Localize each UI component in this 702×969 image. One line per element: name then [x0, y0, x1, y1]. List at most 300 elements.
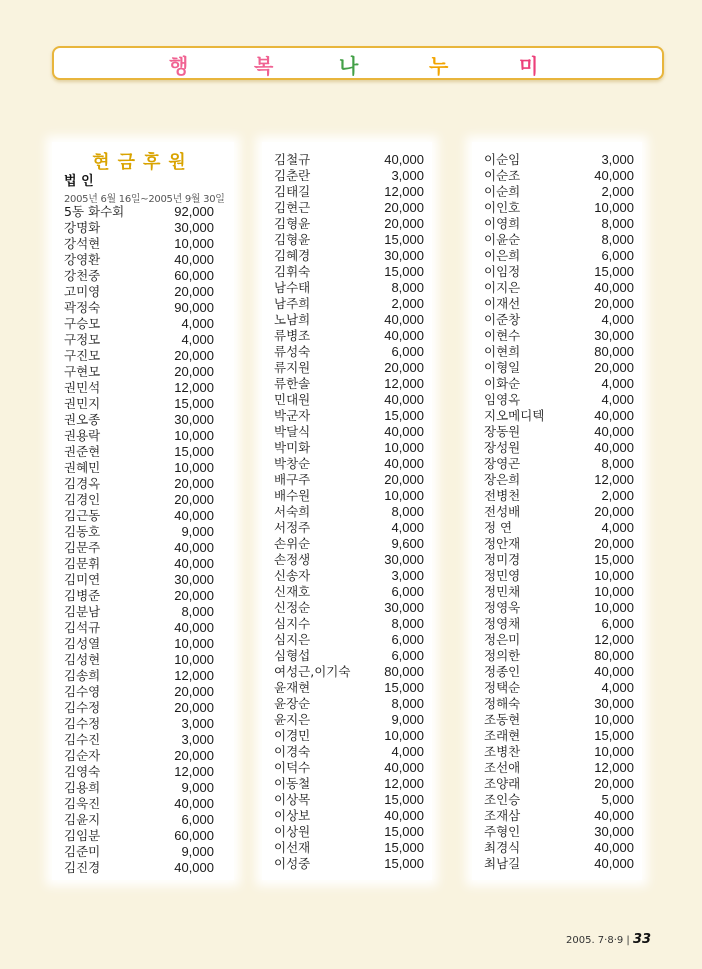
donation-amount: 2,000 [391, 296, 424, 311]
donation-amount: 4,000 [601, 392, 634, 407]
donor-name: 김진경 [64, 860, 101, 875]
donor-name: 정민영 [484, 568, 521, 583]
donation-amount: 9,600 [391, 536, 424, 551]
donor-name: 여성근,이기숙 [274, 664, 351, 679]
donor-row [274, 280, 424, 296]
donation-amount: 15,000 [384, 408, 424, 423]
donor-row [484, 184, 634, 200]
donation-amount: 20,000 [174, 476, 214, 491]
donor-name: 남주희 [274, 296, 311, 311]
donation-amount: 20,000 [174, 684, 214, 699]
donation-amount: 92,000 [174, 204, 214, 219]
donor-row [484, 648, 634, 664]
donor-name: 장동원 [484, 424, 521, 439]
donation-amount: 30,000 [594, 696, 634, 711]
donor-name: 이형일 [484, 360, 521, 375]
donor-row [274, 312, 424, 328]
donor-name: 이재선 [484, 296, 521, 311]
donor-name: 조인승 [484, 792, 521, 807]
donation-amount: 30,000 [384, 552, 424, 567]
donor-row [274, 696, 424, 712]
donor-row [64, 492, 214, 508]
donor-row [274, 712, 424, 728]
donor-row [274, 456, 424, 472]
donation-amount: 15,000 [594, 264, 634, 279]
donation-amount: 40,000 [384, 392, 424, 407]
donation-amount: 30,000 [174, 412, 214, 427]
donor-row [64, 716, 214, 732]
donation-amount: 20,000 [174, 348, 214, 363]
donor-name: 김태길 [274, 184, 311, 199]
donor-row [484, 536, 634, 552]
banner-char-2: 복 [254, 54, 274, 78]
donor-name: 이준창 [484, 312, 521, 327]
donor-row [274, 488, 424, 504]
donation-amount: 40,000 [594, 424, 634, 439]
donor-name: 손정생 [274, 552, 311, 567]
donor-row [484, 600, 634, 616]
donor-row [274, 648, 424, 664]
donor-name: 정해숙 [484, 696, 521, 711]
donor-row [274, 216, 424, 232]
donor-name: 김성현 [64, 652, 101, 667]
donor-name: 이지은 [484, 280, 521, 295]
donor-row [64, 236, 214, 252]
donor-name: 강영환 [64, 252, 101, 267]
donor-row [484, 616, 634, 632]
donation-amount: 40,000 [384, 456, 424, 471]
donor-name: 전성배 [484, 504, 521, 519]
donor-row [64, 204, 214, 220]
donor-name: 김순자 [64, 748, 101, 763]
donor-row [64, 268, 214, 284]
donor-name: 장영곤 [484, 456, 521, 471]
donation-amount: 8,000 [391, 504, 424, 519]
donor-row [484, 376, 634, 392]
donation-amount: 40,000 [594, 840, 634, 855]
donor-name: 노남희 [274, 312, 311, 327]
donor-name: 조재삼 [484, 808, 521, 823]
donation-amount: 2,000 [601, 184, 634, 199]
donation-amount: 30,000 [174, 572, 214, 587]
donation-amount: 6,000 [391, 584, 424, 599]
donor-row [274, 792, 424, 808]
donor-list-3 [472, 152, 642, 872]
donation-amount: 15,000 [384, 824, 424, 839]
donor-name: 이경민 [274, 728, 311, 743]
donor-name: 김수정 [64, 700, 101, 715]
donor-row [484, 360, 634, 376]
donor-name: 류한솔 [274, 376, 311, 391]
donation-amount: 8,000 [601, 216, 634, 231]
donor-name: 김형윤 [274, 232, 311, 247]
donation-amount: 15,000 [384, 856, 424, 871]
donation-amount: 20,000 [174, 364, 214, 379]
donation-amount: 20,000 [174, 492, 214, 507]
donor-name: 류성숙 [274, 344, 311, 359]
donor-row [484, 440, 634, 456]
donor-name: 류지원 [274, 360, 311, 375]
donation-amount: 3,000 [181, 732, 214, 747]
donor-row [274, 184, 424, 200]
donor-name: 이성중 [274, 856, 311, 871]
donor-name: 김임분 [64, 828, 101, 843]
donor-name: 김욱진 [64, 796, 101, 811]
donation-amount: 30,000 [594, 824, 634, 839]
donor-row [484, 488, 634, 504]
donor-row [64, 316, 214, 332]
donor-name: 심지은 [274, 632, 311, 647]
donor-name: 정영욱 [484, 600, 521, 615]
donation-amount: 9,000 [181, 844, 214, 859]
donor-name: 권혜민 [64, 460, 101, 475]
donor-name: 조병찬 [484, 744, 521, 759]
donation-amount: 10,000 [594, 584, 634, 599]
donor-name: 김준미 [64, 844, 101, 859]
donation-amount: 15,000 [174, 396, 214, 411]
donor-row [274, 552, 424, 568]
donor-row [64, 540, 214, 556]
donation-amount: 12,000 [384, 776, 424, 791]
donor-row [274, 168, 424, 184]
donor-row [484, 312, 634, 328]
donor-row [484, 808, 634, 824]
donation-amount: 8,000 [391, 280, 424, 295]
donation-amount: 80,000 [594, 344, 634, 359]
donor-name: 김휘숙 [274, 264, 311, 279]
donation-amount: 3,000 [601, 152, 634, 167]
donor-name: 김현근 [274, 200, 311, 215]
donor-name: 김철규 [274, 152, 311, 167]
donor-row [64, 604, 214, 620]
donor-row [274, 728, 424, 744]
donor-row [64, 524, 214, 540]
donor-row [484, 264, 634, 280]
donation-amount: 12,000 [384, 376, 424, 391]
donation-amount: 10,000 [174, 636, 214, 651]
donor-row [274, 472, 424, 488]
donor-name: 손위순 [274, 536, 311, 551]
donor-row [64, 700, 214, 716]
donation-amount: 12,000 [594, 632, 634, 647]
donor-row [484, 520, 634, 536]
donation-amount: 10,000 [594, 712, 634, 727]
donor-name: 김경인 [64, 492, 101, 507]
donor-name: 심지수 [274, 616, 311, 631]
donation-amount: 10,000 [594, 200, 634, 215]
donor-name: 김석규 [64, 620, 101, 635]
donor-name: 서정주 [274, 520, 311, 535]
donor-row [274, 584, 424, 600]
donation-amount: 6,000 [601, 248, 634, 263]
donor-name: 주형인 [484, 824, 521, 839]
donor-row [274, 616, 424, 632]
donor-name: 심형섭 [274, 648, 311, 663]
donor-row [274, 680, 424, 696]
donor-name: 윤재현 [274, 680, 311, 695]
donor-name: 이상목 [274, 792, 311, 807]
donor-row [274, 152, 424, 168]
donor-name: 정의한 [484, 648, 521, 663]
donor-name: 김혜경 [274, 248, 311, 263]
donation-amount: 40,000 [174, 556, 214, 571]
donor-row [484, 824, 634, 840]
donor-row [484, 424, 634, 440]
donation-amount: 40,000 [384, 312, 424, 327]
donor-name: 박달식 [274, 424, 311, 439]
donation-amount: 10,000 [594, 568, 634, 583]
donor-row [274, 376, 424, 392]
donor-row [484, 584, 634, 600]
donor-list-2 [262, 152, 432, 872]
donor-row [484, 152, 634, 168]
donation-amount: 12,000 [594, 760, 634, 775]
donor-name: 이현희 [484, 344, 521, 359]
donor-row [274, 344, 424, 360]
donor-name: 서숙희 [274, 504, 311, 519]
donation-amount: 8,000 [181, 604, 214, 619]
donor-row [274, 264, 424, 280]
donor-row [484, 712, 634, 728]
category-label: 법 인 [64, 174, 94, 189]
donation-amount: 40,000 [174, 860, 214, 875]
donation-amount: 9,000 [181, 780, 214, 795]
donation-amount: 10,000 [174, 652, 214, 667]
donor-name: 구정모 [64, 332, 101, 347]
donation-amount: 10,000 [384, 440, 424, 455]
donor-row [64, 220, 214, 236]
donor-name: 김영숙 [64, 764, 101, 779]
donation-amount: 15,000 [594, 552, 634, 567]
donor-name: 이화순 [484, 376, 521, 391]
donor-name: 조선애 [484, 760, 521, 775]
donation-amount: 40,000 [594, 664, 634, 679]
donor-name: 정미경 [484, 552, 521, 567]
donor-name: 강석현 [64, 236, 101, 251]
donation-amount: 3,000 [181, 716, 214, 731]
donation-amount: 40,000 [174, 508, 214, 523]
donation-amount: 6,000 [391, 344, 424, 359]
donor-row [484, 216, 634, 232]
donation-amount: 20,000 [174, 748, 214, 763]
donor-row [484, 248, 634, 264]
donor-name: 김근동 [64, 508, 101, 523]
donor-row [484, 568, 634, 584]
donation-amount: 12,000 [174, 668, 214, 683]
donation-amount: 3,000 [391, 568, 424, 583]
donation-amount: 80,000 [384, 664, 424, 679]
donor-row [274, 568, 424, 584]
donor-row [484, 552, 634, 568]
page-footer [566, 932, 651, 947]
donor-name: 정 연 [484, 520, 513, 535]
donation-amount: 40,000 [174, 620, 214, 635]
donor-row [484, 680, 634, 696]
donor-name: 권용락 [64, 428, 101, 443]
donation-amount: 90,000 [174, 300, 214, 315]
donation-amount: 9,000 [391, 712, 424, 727]
donor-name: 조래현 [484, 728, 521, 743]
donation-amount: 20,000 [594, 296, 634, 311]
donor-row [274, 232, 424, 248]
donor-row [64, 252, 214, 268]
donor-name: 이영희 [484, 216, 521, 231]
donor-row [484, 344, 634, 360]
donor-name: 윤지은 [274, 712, 311, 727]
donor-row [64, 332, 214, 348]
donor-row [484, 472, 634, 488]
donation-amount: 40,000 [384, 424, 424, 439]
donor-row [274, 536, 424, 552]
donation-amount: 4,000 [391, 744, 424, 759]
donation-amount: 12,000 [174, 764, 214, 779]
donor-row [484, 840, 634, 856]
donor-row [274, 664, 424, 680]
donor-name: 이임정 [484, 264, 521, 279]
donation-amount: 15,000 [384, 840, 424, 855]
donor-row [64, 348, 214, 364]
donor-row [274, 424, 424, 440]
donation-amount: 40,000 [384, 328, 424, 343]
donor-column-2 [262, 142, 432, 880]
donation-amount: 15,000 [174, 444, 214, 459]
donor-name: 권민지 [64, 396, 101, 411]
donation-amount: 20,000 [384, 216, 424, 231]
donor-name: 이덕수 [274, 760, 311, 775]
donor-name: 임영옥 [484, 392, 521, 407]
donation-amount: 20,000 [384, 360, 424, 375]
donor-name: 이순희 [484, 184, 521, 199]
donor-row [64, 476, 214, 492]
donor-row [484, 696, 634, 712]
donor-name: 김수진 [64, 732, 101, 747]
donor-name: 김병준 [64, 588, 101, 603]
donation-amount: 12,000 [384, 184, 424, 199]
donation-amount: 15,000 [384, 264, 424, 279]
donor-name: 박미화 [274, 440, 311, 455]
donor-list-1 [52, 204, 234, 876]
donor-column-3 [472, 142, 642, 880]
donor-name: 정안재 [484, 536, 521, 551]
donor-name: 이순임 [484, 152, 521, 167]
donor-row [484, 296, 634, 312]
donor-row [64, 556, 214, 572]
donation-amount: 8,000 [391, 696, 424, 711]
donor-name: 배수원 [274, 488, 311, 503]
donation-amount: 9,000 [181, 524, 214, 539]
donor-name: 신재호 [274, 584, 311, 599]
donation-amount: 80,000 [594, 648, 634, 663]
donor-name: 윤장순 [274, 696, 311, 711]
donor-name: 류병조 [274, 328, 311, 343]
donor-name: 권오종 [64, 412, 101, 427]
donor-row [64, 828, 214, 844]
donor-name: 이윤순 [484, 232, 521, 247]
period-label: 2005년 6월 16일~2005년 9월 30일 [64, 194, 225, 205]
donation-amount: 40,000 [384, 152, 424, 167]
donor-name: 지오메디텍 [484, 408, 545, 423]
donor-row [64, 460, 214, 476]
donation-amount: 4,000 [181, 316, 214, 331]
donor-row [64, 732, 214, 748]
donor-row [484, 664, 634, 680]
donation-amount: 20,000 [594, 536, 634, 551]
donor-row [64, 764, 214, 780]
donor-name: 이상원 [274, 824, 311, 839]
donor-name: 김미연 [64, 572, 101, 587]
donor-row [274, 440, 424, 456]
donor-row [274, 360, 424, 376]
donor-row [64, 412, 214, 428]
donation-amount: 40,000 [174, 796, 214, 811]
donor-row [274, 760, 424, 776]
donor-name: 김용희 [64, 780, 101, 795]
donor-name: 권민석 [64, 380, 101, 395]
donor-row [274, 808, 424, 824]
donor-row [274, 328, 424, 344]
donor-name: 박군자 [274, 408, 311, 423]
donor-name: 신송자 [274, 568, 311, 583]
donor-row [484, 760, 634, 776]
donor-row [64, 860, 214, 876]
donor-name: 정은미 [484, 632, 521, 647]
donor-name: 김문주 [64, 540, 101, 555]
donor-name: 조동현 [484, 712, 521, 727]
donor-row [274, 600, 424, 616]
donor-name: 정민채 [484, 584, 521, 599]
donation-amount: 15,000 [594, 728, 634, 743]
donation-amount: 40,000 [594, 280, 634, 295]
donor-row [484, 504, 634, 520]
donor-name: 민대원 [274, 392, 311, 407]
donation-amount: 8,000 [601, 232, 634, 247]
donation-amount: 40,000 [594, 808, 634, 823]
donor-row [484, 456, 634, 472]
donor-name: 정택순 [484, 680, 521, 695]
donor-row [64, 508, 214, 524]
donation-amount: 30,000 [384, 248, 424, 263]
donor-name: 정영채 [484, 616, 521, 631]
donation-amount: 20,000 [384, 472, 424, 487]
donor-row [64, 428, 214, 444]
donation-amount: 12,000 [174, 380, 214, 395]
donation-amount: 10,000 [594, 744, 634, 759]
issue-label: 2005. 7·8·9 | [566, 935, 630, 946]
donor-row [484, 232, 634, 248]
donation-amount: 10,000 [174, 236, 214, 251]
donor-row [64, 588, 214, 604]
donation-amount: 20,000 [174, 588, 214, 603]
donor-name: 고미영 [64, 284, 101, 299]
donor-name: 김경옥 [64, 476, 101, 491]
donation-amount: 4,000 [601, 376, 634, 391]
banner-char-4: 누 [429, 54, 449, 78]
donation-amount: 20,000 [594, 776, 634, 791]
donor-row [64, 748, 214, 764]
donor-row [484, 744, 634, 760]
donor-name: 김동호 [64, 524, 101, 539]
donation-amount: 20,000 [174, 700, 214, 715]
donor-name: 김형윤 [274, 216, 311, 231]
donor-name: 이인호 [484, 200, 521, 215]
donor-name: 이현수 [484, 328, 521, 343]
title-banner [52, 46, 664, 80]
donor-name: 이은희 [484, 248, 521, 263]
donation-amount: 30,000 [174, 220, 214, 235]
donation-amount: 20,000 [174, 284, 214, 299]
donation-amount: 40,000 [594, 856, 634, 871]
donor-name: 장성원 [484, 440, 521, 455]
